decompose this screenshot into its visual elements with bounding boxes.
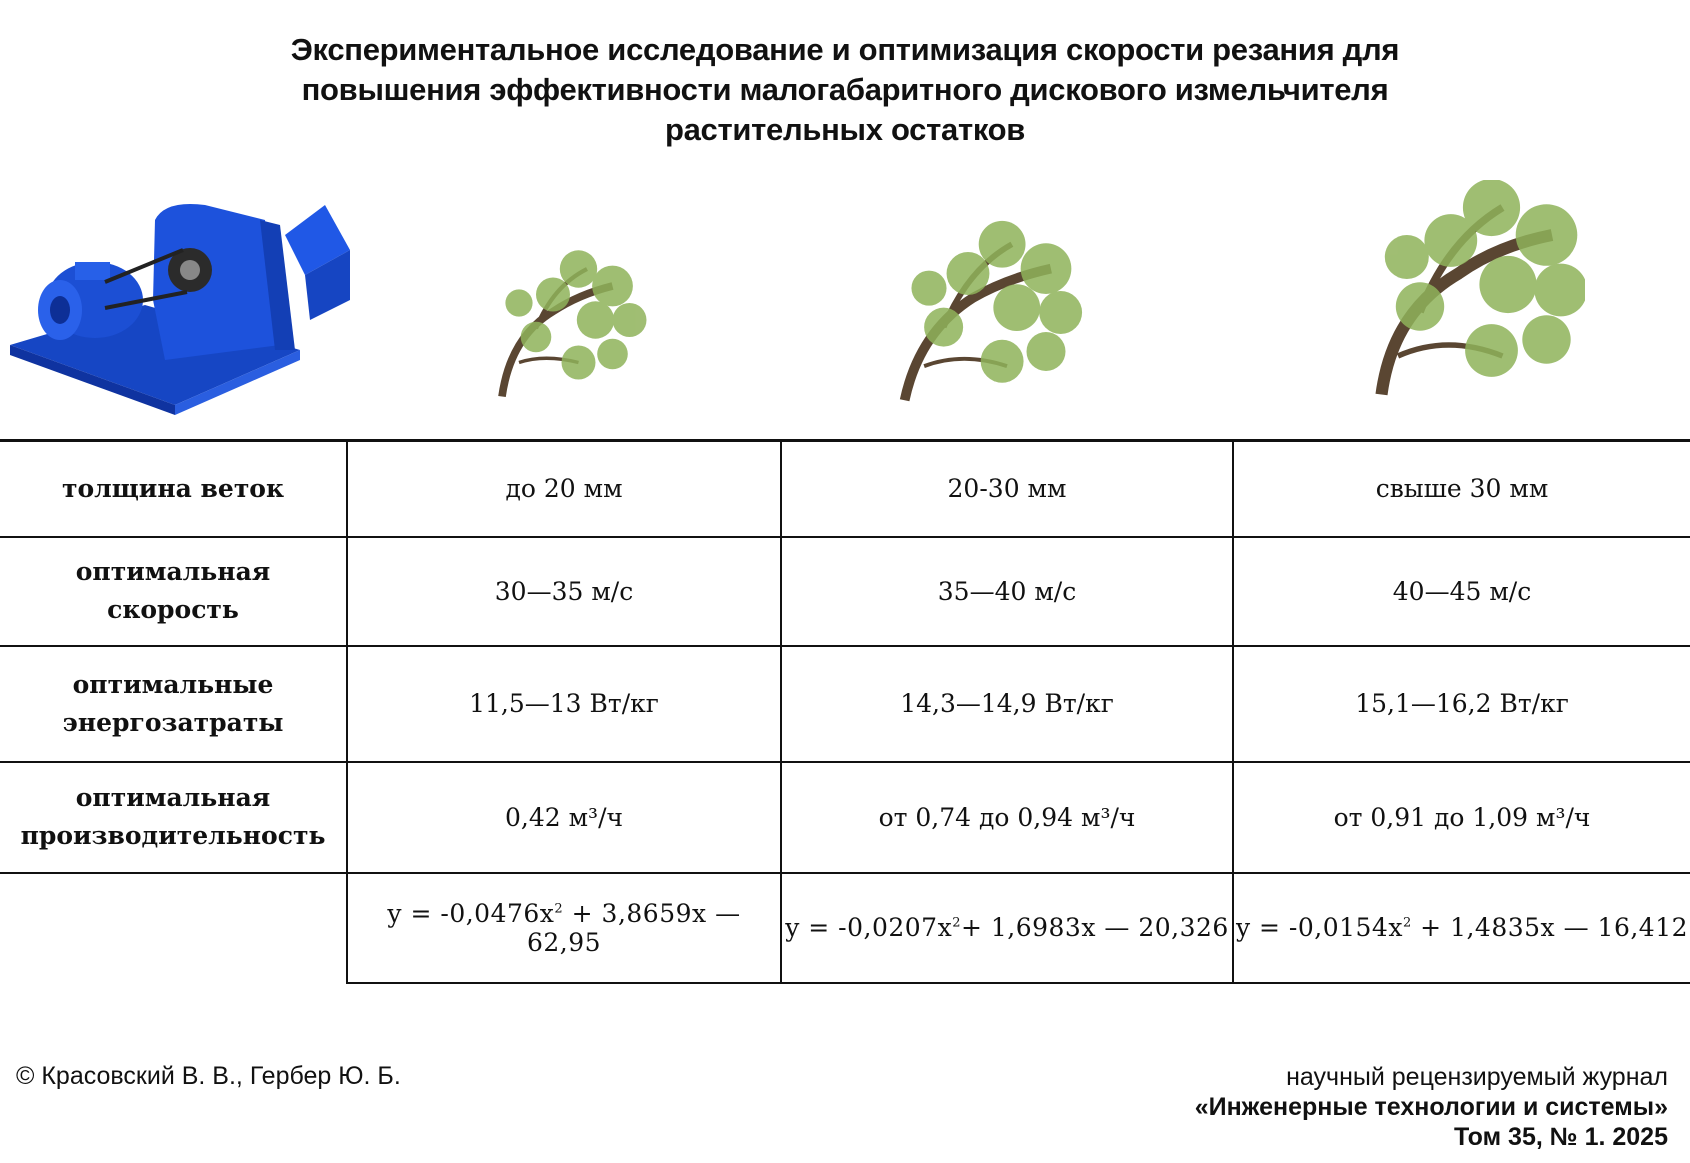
cell-energy-3: 15,1—16,2 Вт/кг [1233, 646, 1690, 762]
journal-info [1195, 1062, 1668, 1152]
row-label-energy: оптимальные энергозатраты [0, 646, 347, 762]
cell-productivity-2: от 0,74 до 0,94 м³/ч [781, 762, 1233, 873]
equation-1: $y = -0,0476x^2 + 3,8659x$ — 62,95 [347, 873, 781, 983]
journal-name: «Инженерные технологии и системы» [1194, 1093, 1668, 1121]
title-line-2: повышения эффективности малогабаритного дискового измельчителя [301, 72, 1389, 107]
cell-thickness-1: до 20 мм [347, 441, 781, 537]
title-line-1: Экспериментальное исследование и оптимизация скорости резания для [290, 32, 1400, 67]
cell-energy-2: 14,3—14,9 Вт/кг [781, 646, 1233, 762]
cell-energy-1: 11,5—13 Вт/кг [347, 646, 781, 762]
row-label-speed: оптимальная скорость [0, 537, 347, 646]
copyright: © Красовский В. В., Гербер Ю. Б. [16, 1062, 401, 1090]
row-label-productivity: оптимальная производительность [0, 762, 347, 873]
table-row [0, 646, 1690, 762]
journal-volume: Том 35, № 1. 2025 [1453, 1123, 1668, 1151]
page-title [200, 30, 1490, 150]
cell-productivity-1: 0,42 м³/ч [347, 762, 781, 873]
tree-branch-small-icon [485, 235, 655, 405]
table-row [0, 873, 1690, 983]
journal-line: научный рецензируемый журнал [1286, 1063, 1668, 1091]
title-line-3: растительных остатков [664, 112, 1026, 147]
equation-3: $y = -0,0154x^2 + 1,4835x$ — 16,412 [1233, 873, 1690, 983]
cell-thickness-2: 20-30 мм [781, 441, 1233, 537]
row-label-thickness: толщина веток [0, 441, 347, 537]
results-table [0, 439, 1690, 984]
disc-chipper-icon [5, 180, 380, 415]
table-row [0, 537, 1690, 646]
cell-productivity-3: от 0,91 до 1,09 м³/ч [1233, 762, 1690, 873]
tree-branch-medium-icon [890, 215, 1085, 410]
equation-2: $y = -0,0207x^2+ 1,6983x$ — 20,326 [781, 873, 1233, 983]
cell-thickness-3: свыше 30 мм [1233, 441, 1690, 537]
empty-cell [0, 873, 347, 983]
cell-speed-3: 40—45 м/с [1233, 537, 1690, 646]
table-row [0, 441, 1690, 537]
table-row [0, 762, 1690, 873]
cell-speed-1: 30—35 м/с [347, 537, 781, 646]
tree-branch-large-icon [1365, 180, 1585, 400]
cell-speed-2: 35—40 м/с [781, 537, 1233, 646]
